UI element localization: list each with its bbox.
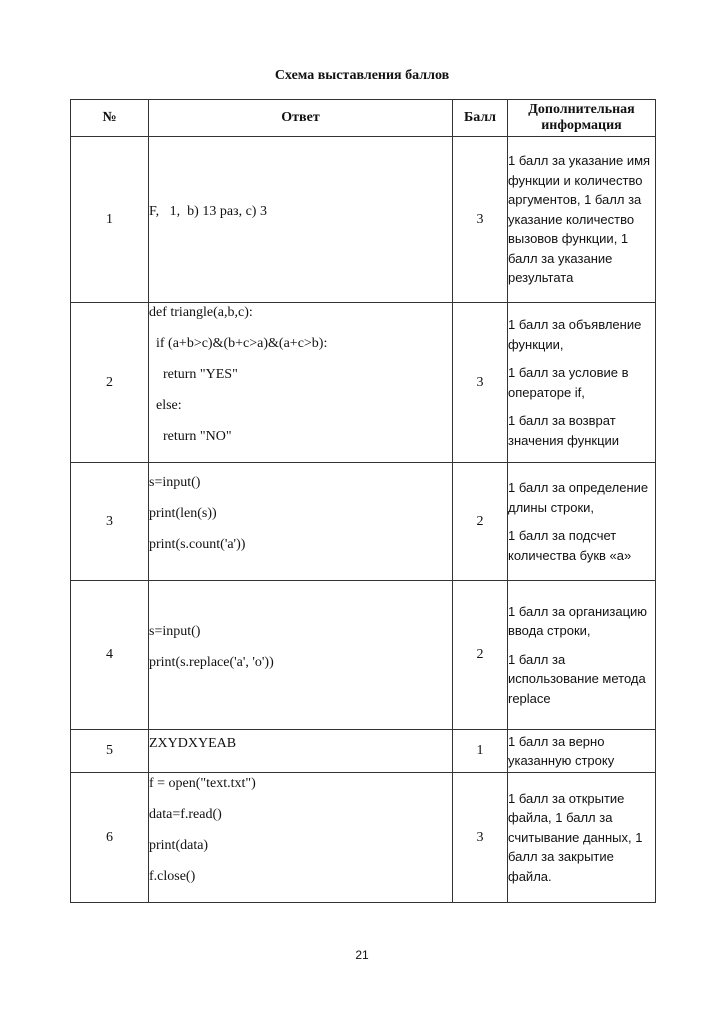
answer-cell <box>149 137 453 303</box>
info-paragraph: 1 балл за организацию ввода строки, <box>508 603 648 639</box>
info-paragraph: 1 балл за открытие файла, 1 балл за считывание данных, 1 балл за закрытие файла. <box>508 790 643 884</box>
table-header-row <box>71 100 656 137</box>
info-cell <box>508 463 656 581</box>
info-paragraph: 1 балл за объявление функции, <box>508 317 642 352</box>
score-cell: 3 <box>453 137 508 303</box>
answer-line: F, 1, b) 13 раз, c) 3 <box>149 204 267 219</box>
header-num: № <box>71 100 149 137</box>
row-number: 6 <box>71 773 149 903</box>
table-row <box>71 773 656 903</box>
answer-line: s=input() <box>149 624 201 639</box>
row-number: 1 <box>71 137 149 303</box>
info-cell <box>508 137 656 303</box>
answer-line: print(s.replace('a', 'o')) <box>149 655 274 670</box>
table-row <box>71 581 656 730</box>
answer-line: else: <box>149 398 182 413</box>
document-title: Схема выставления баллов <box>274 68 450 83</box>
answer-cell <box>149 463 453 581</box>
answer-line: s=input() <box>149 475 201 490</box>
score-cell: 2 <box>453 581 508 730</box>
info-paragraph: 1 балл за условие в операторе if, <box>508 365 629 400</box>
row-number: 2 <box>71 303 149 463</box>
score-cell: 1 <box>453 730 508 773</box>
table-row <box>71 730 656 773</box>
answer-line: print(data) <box>149 837 209 853</box>
row-number: 5 <box>71 730 149 773</box>
table-row <box>71 463 656 581</box>
header-score: Балл <box>453 100 508 137</box>
info-cell <box>508 773 656 903</box>
info-cell <box>508 730 656 773</box>
info-cell <box>508 303 656 463</box>
info-paragraph: 1 балл за подсчет количества букв «а» <box>508 528 632 563</box>
answer-line: return "NO" <box>149 429 232 444</box>
answer-cell <box>149 730 453 773</box>
row-number: 3 <box>71 463 149 581</box>
score-cell: 3 <box>453 773 508 903</box>
info-paragraph: 1 балл за использование метода replace <box>508 651 646 706</box>
info-paragraph: 1 балл за верно указанную строку <box>508 733 615 768</box>
scoring-table <box>70 99 656 903</box>
answer-line: def triangle(a,b,c): <box>149 305 253 320</box>
answer-cell <box>149 303 453 463</box>
header-info: Дополнительная информация <box>508 100 656 137</box>
score-cell: 2 <box>453 463 508 581</box>
answer-cell <box>149 773 453 903</box>
info-paragraph: 1 балл за возврат значения функции <box>508 413 620 448</box>
answer-line: f.close() <box>149 868 196 884</box>
answer-cell <box>149 581 453 730</box>
header-answer: Ответ <box>149 100 453 137</box>
info-cell <box>508 581 656 730</box>
table-row <box>71 137 656 303</box>
score-cell: 3 <box>453 303 508 463</box>
answer-line: ZXYDXYEAB <box>149 735 237 751</box>
info-paragraph: 1 балл за определение длины строки, <box>508 480 649 515</box>
answer-line: print(s.count('a')) <box>149 537 246 552</box>
table-body <box>71 137 656 903</box>
answer-line: print(len(s)) <box>149 506 217 521</box>
page-number: 21 <box>355 948 369 962</box>
answer-line: return "YES" <box>149 367 238 382</box>
table-row <box>71 303 656 463</box>
info-paragraph: 1 балл за указание имя функции и количество аргументов, 1 балл за указание количество вызовов функции, 1 балл за указание результата <box>508 153 651 286</box>
row-number: 4 <box>71 581 149 730</box>
answer-line: data=f.read() <box>149 806 222 822</box>
answer-line: if (a+b>c)&(b+c>a)&(a+c>b): <box>149 336 328 351</box>
answer-line: f = open("text.txt") <box>149 775 256 791</box>
